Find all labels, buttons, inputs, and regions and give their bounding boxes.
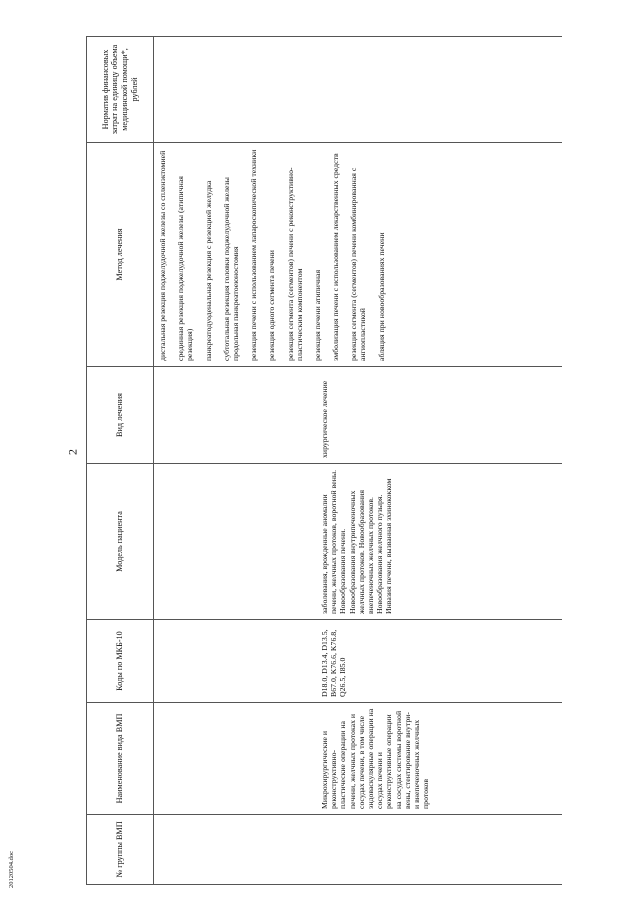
method-item: резекция печени с использованием лапароскопической техники bbox=[249, 149, 259, 361]
method-item: абляция при новообразованиях печени bbox=[376, 232, 386, 361]
rotated-table-container bbox=[86, 37, 558, 885]
method-item: субтотальная резекция головки поджелудочной железы продольная панкреатоеюностомия bbox=[221, 177, 240, 361]
cell-group-number bbox=[154, 815, 563, 885]
header-icd-codes: Коды по МКБ-10 bbox=[87, 620, 154, 703]
table-header-row bbox=[87, 37, 154, 885]
method-item: резекция одного сегмента печени bbox=[267, 250, 277, 361]
header-treatment-method: Метод лечения bbox=[87, 143, 154, 367]
vmp-name-text: Микрохирургические и реконструктивно-пластические операции на печени, желчных протоках и сосудах печени, в том числе эндоваскулярные операции на сосудах печени и реконструктивные операции на сосудах системы воротной вены, стентирование внутри- и внепеченочных желчных протоков bbox=[320, 708, 431, 809]
header-patient-model: Модель пациента bbox=[87, 464, 154, 620]
method-item: панкреатодуоденальная резекция с резекцией желудка bbox=[203, 180, 213, 361]
table-row bbox=[154, 37, 563, 885]
method-item: эмболизация печени с использованием лекарственных средств bbox=[331, 153, 341, 361]
vmp-table bbox=[86, 36, 562, 885]
cell-treatment-methods bbox=[154, 143, 563, 367]
header-financial-norm: Норматив финансовых затрат на единицу объема медицинской помощи*, рублей bbox=[87, 37, 154, 143]
header-vmp-name: Наименование вида ВМП bbox=[87, 703, 154, 815]
cell-vmp-name bbox=[154, 703, 563, 815]
header-treatment-type: Вид лечения bbox=[87, 367, 154, 464]
cell-icd-codes bbox=[154, 620, 563, 703]
page-number: 2 bbox=[65, 449, 80, 455]
patient-model-text: заболевания, врожденные аномалии печени, желчных протоков, воротной вены. Новообразования печени. Новообразования внутрипеченочных желчных протоков. Новообразования внепеченочных желчных протоков. Новообразования желчного пузыря. Инвазия печени, вызванная эхинококком bbox=[320, 469, 394, 614]
icd-codes-text: D18.0, D13.4, D13.5, B67.0, K76.6, K76.8, Q26.5, I85.0 bbox=[320, 629, 348, 697]
header-group-number: № группы ВМП bbox=[87, 815, 154, 885]
cell-financial-norm bbox=[154, 37, 563, 143]
document-filename: 20120504.doc bbox=[8, 850, 15, 888]
method-item: срединная резекция поджелудочной железы (атипичная резекция) bbox=[176, 176, 195, 361]
method-item: резекция печени атипичная bbox=[312, 269, 322, 361]
cell-treatment-type bbox=[154, 367, 563, 464]
method-item: дистальная резекция поджелудочной железы со спленэктомией bbox=[158, 150, 167, 361]
method-item: резекция сегмента (сегментов) печени с реконструктивно-пластическим компонентом bbox=[285, 167, 304, 361]
cell-patient-model bbox=[154, 464, 563, 620]
method-item: резекция сегмента (сегментов) печени комбинированная с ангиопластикой bbox=[349, 167, 368, 361]
treatment-type-text: хирургическое лечение bbox=[320, 380, 329, 458]
